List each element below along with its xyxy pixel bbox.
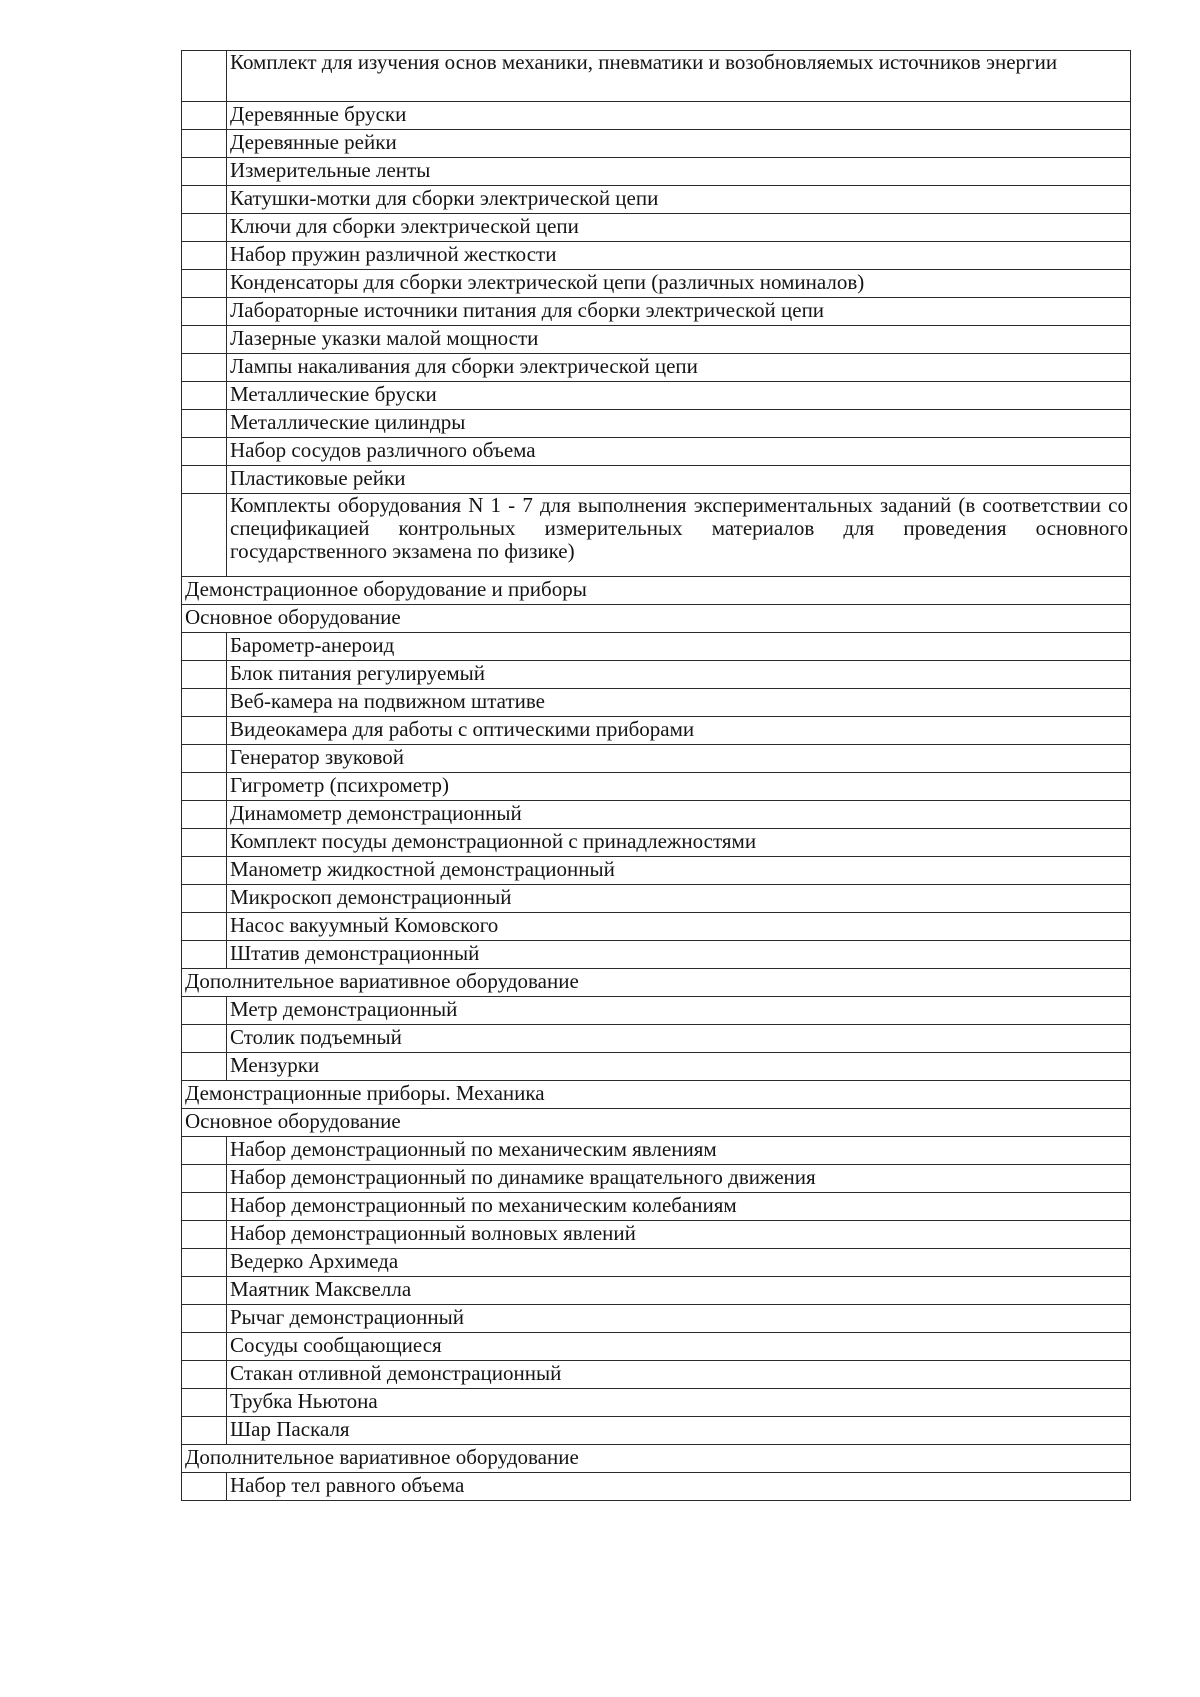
section-heading: Демонстрационные приборы. Механика	[182, 1081, 1131, 1109]
row-number-cell	[182, 745, 227, 773]
row-number-cell	[182, 1249, 227, 1277]
equipment-name-cell: Генератор звуковой	[227, 745, 1131, 773]
table-row	[182, 1473, 1131, 1501]
table-row	[182, 438, 1131, 466]
row-number-cell	[182, 997, 227, 1025]
equipment-name-cell: Трубка Ньютона	[227, 1389, 1131, 1417]
row-number-cell	[182, 438, 227, 466]
table-row	[182, 773, 1131, 801]
equipment-name-cell: Ведерко Архимеда	[227, 1249, 1131, 1277]
section-row	[182, 577, 1131, 605]
table-row	[182, 494, 1131, 577]
row-number-cell	[182, 1053, 227, 1081]
equipment-table	[181, 50, 1131, 1501]
equipment-name-cell: Веб-камера на подвижном штативе	[227, 689, 1131, 717]
equipment-name-cell: Видеокамера для работы с оптическими приборами	[227, 717, 1131, 745]
equipment-name-cell: Динамометр демонстрационный	[227, 801, 1131, 829]
table-row	[182, 382, 1131, 410]
table-row	[182, 270, 1131, 298]
equipment-name-cell: Измерительные ленты	[227, 158, 1131, 186]
table-row	[182, 1389, 1131, 1417]
row-number-cell	[182, 186, 227, 214]
equipment-name-cell: Стакан отливной демонстрационный	[227, 1361, 1131, 1389]
row-number-cell	[182, 466, 227, 494]
row-number-cell	[182, 913, 227, 941]
row-number-cell	[182, 1165, 227, 1193]
table-row	[182, 130, 1131, 158]
equipment-name-cell: Сосуды сообщающиеся	[227, 1333, 1131, 1361]
table-row	[182, 1333, 1131, 1361]
equipment-name-cell: Комплекты оборудования N 1 - 7 для выполнения экспериментальных заданий (в соответствии со спецификацией контрольных измерительных материалов для проведения основного государственного экзамена по физике)	[227, 494, 1131, 577]
equipment-name-cell: Комплект для изучения основ механики, пневматики и возобновляемых источников энергии	[227, 51, 1131, 102]
row-number-cell	[182, 857, 227, 885]
table-row	[182, 1053, 1131, 1081]
table-row	[182, 913, 1131, 941]
equipment-name-cell: Комплект посуды демонстрационной с принадлежностями	[227, 829, 1131, 857]
table-row	[182, 997, 1131, 1025]
table-row	[182, 941, 1131, 969]
table-row	[182, 242, 1131, 270]
row-number-cell	[182, 689, 227, 717]
equipment-name-cell: Конденсаторы для сборки электрической цепи (различных номиналов)	[227, 270, 1131, 298]
equipment-name-cell: Манометр жидкостной демонстрационный	[227, 857, 1131, 885]
equipment-name-cell: Столик подъемный	[227, 1025, 1131, 1053]
row-number-cell	[182, 354, 227, 382]
row-number-cell	[182, 382, 227, 410]
row-number-cell	[182, 102, 227, 130]
equipment-name-cell: Набор демонстрационный по динамике вращательного движения	[227, 1165, 1131, 1193]
section-row	[182, 1445, 1131, 1473]
row-number-cell	[182, 941, 227, 969]
equipment-name-cell: Набор тел равного объема	[227, 1473, 1131, 1501]
row-number-cell	[182, 1137, 227, 1165]
equipment-name-cell: Насос вакуумный Комовского	[227, 913, 1131, 941]
section-row	[182, 1081, 1131, 1109]
row-number-cell	[182, 1193, 227, 1221]
section-heading: Дополнительное вариативное оборудование	[182, 969, 1131, 997]
row-number-cell	[182, 1333, 227, 1361]
table-row	[182, 745, 1131, 773]
row-number-cell	[182, 158, 227, 186]
row-number-cell	[182, 214, 227, 242]
row-number-cell	[182, 1389, 227, 1417]
table-row	[182, 298, 1131, 326]
row-number-cell	[182, 773, 227, 801]
row-number-cell	[182, 885, 227, 913]
row-number-cell	[182, 242, 227, 270]
row-number-cell	[182, 1025, 227, 1053]
equipment-name-cell: Блок питания регулируемый	[227, 661, 1131, 689]
table-row	[182, 102, 1131, 130]
equipment-name-cell: Ключи для сборки электрической цепи	[227, 214, 1131, 242]
equipment-name-cell: Мензурки	[227, 1053, 1131, 1081]
row-number-cell	[182, 410, 227, 438]
table-row	[182, 1165, 1131, 1193]
equipment-name-cell: Катушки-мотки для сборки электрической цепи	[227, 186, 1131, 214]
section-row	[182, 969, 1131, 997]
table-row	[182, 354, 1131, 382]
table-row	[182, 1361, 1131, 1389]
row-number-cell	[182, 717, 227, 745]
equipment-name-cell: Набор демонстрационный по механическим явлениям	[227, 1137, 1131, 1165]
table-row	[182, 1277, 1131, 1305]
equipment-table-body	[182, 51, 1131, 1501]
section-heading: Основное оборудование	[182, 1109, 1131, 1137]
equipment-name-cell: Рычаг демонстрационный	[227, 1305, 1131, 1333]
equipment-name-cell: Набор пружин различной жесткости	[227, 242, 1131, 270]
table-row	[182, 158, 1131, 186]
row-number-cell	[182, 494, 227, 577]
table-row	[182, 689, 1131, 717]
row-number-cell	[182, 270, 227, 298]
table-row	[182, 186, 1131, 214]
equipment-name-cell: Лабораторные источники питания для сборки электрической цепи	[227, 298, 1131, 326]
section-heading: Дополнительное вариативное оборудование	[182, 1445, 1131, 1473]
row-number-cell	[182, 130, 227, 158]
row-number-cell	[182, 1473, 227, 1501]
table-row	[182, 1193, 1131, 1221]
table-row	[182, 857, 1131, 885]
equipment-name-cell: Лазерные указки малой мощности	[227, 326, 1131, 354]
section-heading: Основное оборудование	[182, 605, 1131, 633]
row-number-cell	[182, 801, 227, 829]
row-number-cell	[182, 326, 227, 354]
row-number-cell	[182, 633, 227, 661]
row-number-cell	[182, 829, 227, 857]
equipment-name-cell: Набор демонстрационный волновых явлений	[227, 1221, 1131, 1249]
equipment-name-cell: Гигрометр (психрометр)	[227, 773, 1131, 801]
equipment-name-cell: Шар Паскаля	[227, 1417, 1131, 1445]
row-number-cell	[182, 1221, 227, 1249]
table-row	[182, 1305, 1131, 1333]
equipment-name-cell: Деревянные бруски	[227, 102, 1131, 130]
table-row	[182, 801, 1131, 829]
equipment-name-cell: Набор сосудов различного объема	[227, 438, 1131, 466]
equipment-name-cell: Деревянные рейки	[227, 130, 1131, 158]
row-number-cell	[182, 1361, 227, 1389]
row-number-cell	[182, 298, 227, 326]
row-number-cell	[182, 1305, 227, 1333]
equipment-name-cell: Микроскоп демонстрационный	[227, 885, 1131, 913]
equipment-name-cell: Набор демонстрационный по механическим колебаниям	[227, 1193, 1131, 1221]
table-row	[182, 829, 1131, 857]
table-row	[182, 1137, 1131, 1165]
section-heading: Демонстрационное оборудование и приборы	[182, 577, 1131, 605]
table-row	[182, 466, 1131, 494]
table-row	[182, 1417, 1131, 1445]
row-number-cell	[182, 1277, 227, 1305]
row-number-cell	[182, 51, 227, 102]
row-number-cell	[182, 1417, 227, 1445]
table-row	[182, 1025, 1131, 1053]
table-row	[182, 326, 1131, 354]
equipment-name-cell: Металлические цилиндры	[227, 410, 1131, 438]
table-row	[182, 885, 1131, 913]
table-row	[182, 1249, 1131, 1277]
table-row	[182, 51, 1131, 102]
section-row	[182, 1109, 1131, 1137]
row-number-cell	[182, 661, 227, 689]
table-row	[182, 633, 1131, 661]
equipment-name-cell: Лампы накаливания для сборки электрической цепи	[227, 354, 1131, 382]
equipment-name-cell: Метр демонстрационный	[227, 997, 1131, 1025]
table-row	[182, 214, 1131, 242]
section-row	[182, 605, 1131, 633]
equipment-name-cell: Пластиковые рейки	[227, 466, 1131, 494]
equipment-name-cell: Барометр-анероид	[227, 633, 1131, 661]
table-row	[182, 661, 1131, 689]
table-row	[182, 410, 1131, 438]
equipment-name-cell: Штатив демонстрационный	[227, 941, 1131, 969]
equipment-name-cell: Маятник Максвелла	[227, 1277, 1131, 1305]
table-row	[182, 1221, 1131, 1249]
table-row	[182, 717, 1131, 745]
equipment-name-cell: Металлические бруски	[227, 382, 1131, 410]
